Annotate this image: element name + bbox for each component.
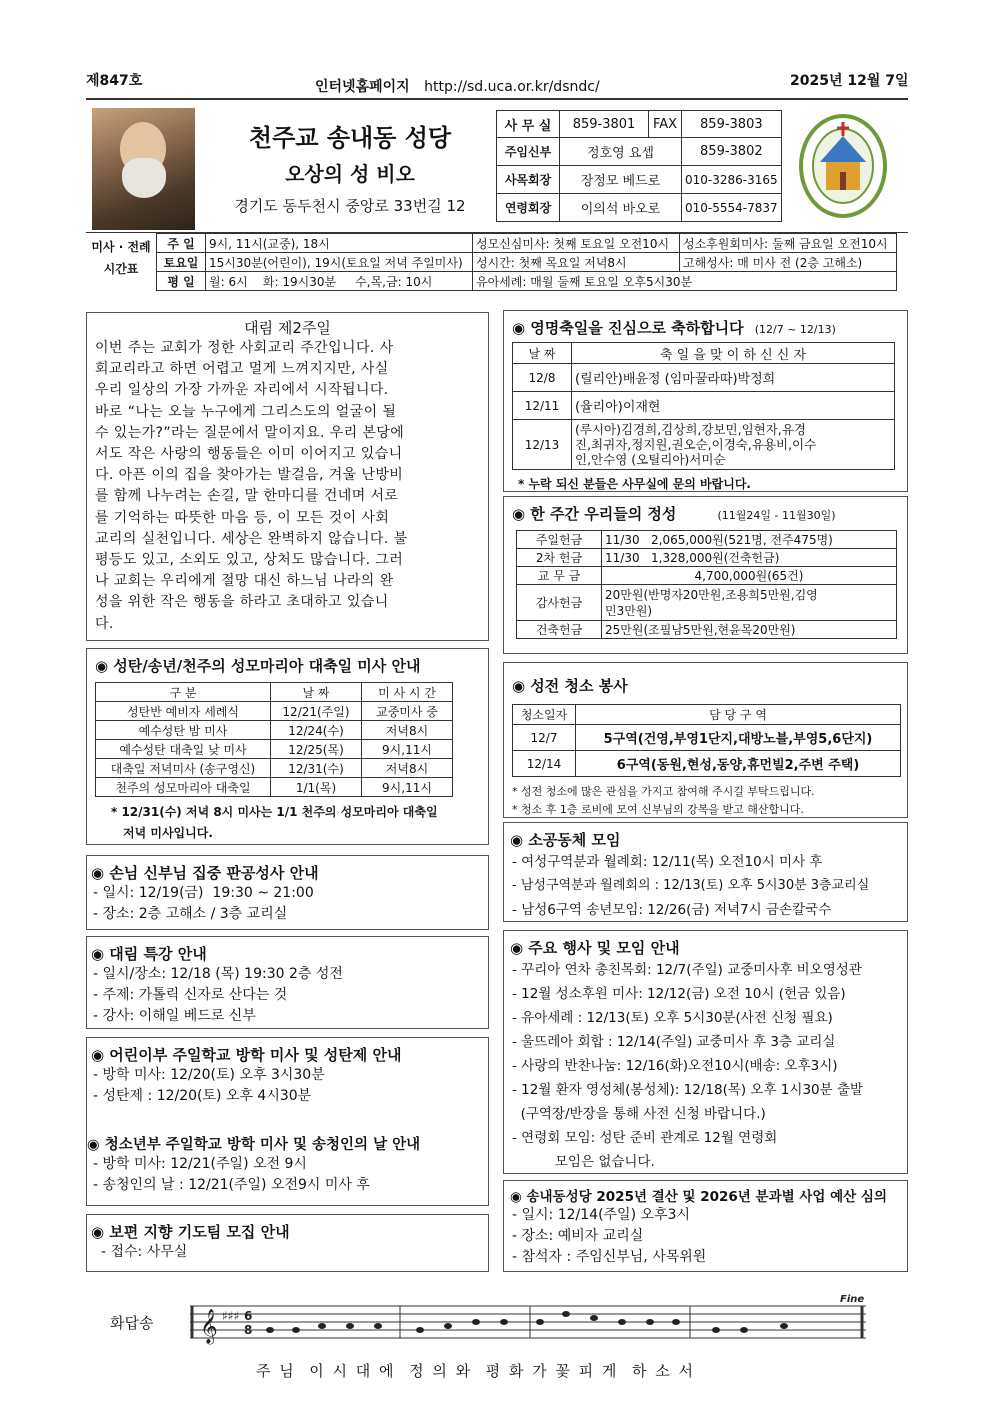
table-row — [517, 549, 897, 567]
reflection-line: 이번 주는 교회가 정한 사회교리 주간입니다. 사 — [95, 340, 394, 356]
reflection-title: 대림 제2주일 — [244, 319, 331, 337]
cell: 12/11 — [513, 392, 572, 420]
svg-text:6: 6 — [244, 1309, 253, 1323]
prayer-title: ◉ 보편 지향 기도팀 모집 안내 — [91, 1223, 290, 1241]
cell: 천주의 성모마리아 대축일 — [96, 778, 271, 797]
contact-cell: 859-3803 — [682, 111, 782, 138]
contact-row — [497, 166, 782, 194]
events-box — [503, 930, 908, 1174]
contact-cell: 010-5554-7837 — [682, 194, 782, 222]
contact-cell: 859-3801 — [560, 111, 649, 138]
cell: (율리아)이재현 — [572, 392, 895, 420]
feast-table — [512, 342, 895, 470]
cell: 교 무 금 — [517, 567, 602, 585]
confession-title: ◉ 손님 신부님 집중 판공성사 안내 — [91, 864, 319, 882]
cell: 주일헌금 — [517, 531, 602, 549]
mass-cell: 월: 6시 화: 19시30분 수,목,금: 10시 — [206, 272, 473, 291]
offering-box — [503, 496, 908, 654]
confession-line: - 일시: 12/19(금) 19:30 ~ 21:00 — [93, 885, 314, 901]
psalm-label: 화답송 — [110, 1314, 154, 1332]
mass-cell: 평 일 — [157, 272, 206, 291]
cell: 11/30 1,328,000원(건축헌금) — [602, 549, 897, 567]
patron-name: 오상의 성 비오 — [285, 162, 415, 186]
contact-cell: 주임신부 — [497, 138, 560, 166]
feast-range: (12/7 ~ 12/13) — [754, 323, 836, 336]
table-row — [96, 702, 453, 721]
feast-heading — [512, 317, 907, 338]
reflection-line: 서도 작은 사랑의 행동들은 이미 이어지고 있습니 — [95, 446, 403, 463]
parish-logo — [798, 114, 888, 218]
contact-cell: 사 무 실 — [497, 111, 560, 138]
homepage-url[interactable]: http://sd.uca.or.kr/dsndc/ — [424, 79, 600, 95]
mass-cell: 15시30분(어린이), 19시(토요일 저녁 주일미사) — [206, 253, 473, 272]
cell: 11/30 2,065,000원(521명, 전주475명) — [602, 531, 897, 549]
reflection-line: 성을 위한 작은 행동을 하라고 초대하고 있습니 — [95, 594, 389, 611]
smallgroup-title: ◉ 소공동체 모임 — [510, 831, 621, 849]
lecture-line: - 주제: 가톨릭 신자로 산다는 것 — [93, 987, 288, 1003]
reflection-line: 를 함께 나누려는 손길, 말 한마디를 건네며 서로 — [95, 488, 399, 505]
contact-cell: 859-3802 — [682, 138, 782, 166]
smallgroup-line: - 남성6구역 송년모임: 12/26(금) 저녁7시 금손칼국수 — [512, 902, 832, 918]
cell: 12/31(수) — [271, 759, 362, 778]
feast-header: 날 짜 — [513, 343, 572, 364]
contact-cell: 장정모 베드로 — [560, 166, 682, 194]
homepage — [315, 76, 600, 96]
cell: 12/7 — [513, 725, 576, 751]
svg-text:♯♯♯: ♯♯♯ — [222, 1309, 240, 1323]
table-row — [96, 778, 453, 797]
cell: (릴리안)배윤정 (임마꿀라따)박정희 — [572, 364, 895, 392]
christmas-header: 미 사 시 간 — [362, 683, 453, 702]
cell: 대축일 저녁미사 (송구영신) — [96, 759, 271, 778]
cell: 성탄반 예비자 세례식 — [96, 702, 271, 721]
cell: 12/25(목) — [271, 740, 362, 759]
events-line: - 울뜨레아 회합 : 12/14(주일) 교중미사 후 3층 교리실 — [512, 1034, 836, 1050]
reflection-line: 나 교회는 우리에게 절망 대신 하느님 나라의 완 — [95, 573, 394, 590]
offering-heading — [512, 503, 907, 524]
reflection-line: 평등도 있고, 소외도 있고, 상처도 많습니다. 그러 — [95, 552, 404, 569]
cell: 건축헌금 — [517, 621, 602, 639]
reflection-line: 수 있는가?”라는 질문에서 말이지요. 우리 본당에 — [95, 424, 405, 441]
cell: 12/8 — [513, 364, 572, 392]
children-line: - 성탄제 : 12/20(토) 오후 4시30분 — [93, 1088, 312, 1104]
cleaning-note: * 성전 청소에 많은 관심을 가지고 참여해 주시길 부탁드립니다. — [512, 785, 815, 798]
events-list — [512, 958, 907, 1174]
cell: 저녁8시 — [362, 759, 453, 778]
reflection-line: 교리의 실천입니다. 세상은 완벽하지 않습니다. 불 — [95, 530, 408, 547]
issue-number: 제847호 — [86, 73, 143, 89]
reflection-line: 우리 일상의 가장 가까운 자리에서 시작됩니다. — [95, 382, 389, 399]
reflection-box — [86, 312, 489, 641]
reflection-line: 를 기억하는 따뜻한 마음 등, 이 모든 것이 사회 — [95, 509, 390, 526]
reflection-body — [87, 338, 488, 635]
christmas-note: 저녁 미사입니다. — [123, 826, 213, 840]
parish-name: 천주교 송내동 성당 — [248, 124, 452, 152]
mass-cell: 주 일 — [157, 234, 206, 253]
budget-line: - 일시: 12/14(주일) 오후3시 — [512, 1207, 690, 1223]
cell: 12/13 — [513, 420, 572, 470]
table-row — [517, 531, 897, 549]
reflection-line: 다. 아픈 이의 집을 찾아가는 발걸음, 겨울 난방비 — [95, 467, 404, 484]
svg-text:𝄞: 𝄞 — [200, 1309, 218, 1344]
mass-cell: 성모신심미사: 첫째 토요일 오전10시 — [473, 234, 680, 253]
cell: 예수성탄 대축일 낮 미사 — [96, 740, 271, 759]
table-row — [517, 567, 897, 585]
table-row — [517, 585, 897, 621]
contact-row — [497, 138, 782, 166]
cleaning-header: 청소일자 — [513, 705, 576, 725]
table-row — [96, 740, 453, 759]
contact-row — [497, 111, 782, 138]
children-line: - 방학 미사: 12/20(토) 오후 3시30분 — [93, 1067, 325, 1083]
table-row — [513, 725, 901, 751]
christmas-header: 구 분 — [96, 683, 271, 702]
cell: 1/1(목) — [271, 778, 362, 797]
cell: 4,700,000원(65건) — [602, 567, 897, 585]
cell: 6구역(동원,현성,동양,휴먼빌2,주변 주택) — [576, 751, 901, 777]
table-row — [513, 364, 895, 392]
budget-title: ◉ 송내동성당 2025년 결산 및 2026년 분과별 사업 예산 심의 — [510, 1189, 888, 1205]
budget-box — [503, 1180, 908, 1272]
cell: 9시,11시 — [362, 778, 453, 797]
cell: 예수성탄 밤 미사 — [96, 721, 271, 740]
cell: 12/24(수) — [271, 721, 362, 740]
mass-cell: 유아세례: 매월 둘째 토요일 오후5시30분 — [473, 272, 897, 291]
events-line: - 유아세례 : 12/13(토) 오후 5시30분(사전 신청 필요) — [512, 1010, 833, 1026]
mass-row — [157, 272, 897, 291]
confession-box — [86, 855, 489, 930]
header-rule — [86, 98, 908, 100]
cell: 감사헌금 — [517, 585, 602, 621]
feast-title: ◉ 영명축일을 진심으로 축하합니다 — [512, 319, 744, 337]
cleaning-header: 담 당 구 역 — [576, 705, 901, 725]
youth-line: - 송청인의 날 : 12/21(주일) 오전9시 미사 후 — [93, 1177, 370, 1193]
contact-cell: 연령회장 — [497, 194, 560, 222]
mass-schedule-label: 미사 · 전례 시간표 — [91, 240, 151, 276]
contact-cell: 사목회장 — [497, 166, 560, 194]
mass-table — [156, 233, 897, 291]
lecture-box — [86, 936, 489, 1029]
cleaning-table — [512, 704, 901, 777]
smallgroup-line: - 남성구역분과 월례회의 : 12/13(토) 오후 5시30분 3층교리실 — [512, 878, 870, 893]
contact-table — [496, 110, 782, 222]
cell: 25만원(조필남5만원,현윤목20만원) — [602, 621, 897, 639]
table-row — [96, 721, 453, 740]
reflection-line: 다. — [95, 615, 114, 632]
children-title: ◉ 어린이부 주일학교 방학 미사 및 성탄제 안내 — [91, 1046, 402, 1064]
patron-portrait-image — [92, 108, 195, 230]
prayer-team-box — [86, 1214, 489, 1272]
contact-cell: 010-3286-3165 — [682, 166, 782, 194]
svg-text:8: 8 — [244, 1323, 253, 1337]
contact-row — [497, 194, 782, 222]
mass-cell: 고해성사: 매 미사 전 (2층 고해소) — [680, 253, 897, 272]
confession-line: - 장소: 2층 고해소 / 3층 교리실 — [93, 906, 288, 922]
cleaning-note: * 청소 후 1층 로비에 모여 신부님의 강복을 받고 해산합니다. — [512, 803, 804, 816]
parish-address: 경기도 동두천시 중앙로 33번길 12 — [234, 197, 466, 215]
events-line: (구역장/반장을 통해 사전 신청 바랍니다.) — [512, 1106, 766, 1122]
reflection-line: 회교리라고 하면 어렵고 멀게 느껴지지만, 사실 — [95, 361, 389, 378]
lecture-line: - 강사: 이해일 베드로 신부 — [93, 1008, 256, 1024]
cell: 9시,11시 — [362, 740, 453, 759]
events-line: - 12월 성소후원 미사: 12/12(금) 오전 10시 (헌금 있음) — [512, 986, 846, 1002]
offering-title: ◉ 한 주간 우리들의 정성 — [512, 505, 677, 523]
contact-cell: 정호영 요셉 — [560, 138, 682, 166]
contact-cell: FAX — [649, 111, 682, 138]
christmas-mass-box — [86, 648, 489, 845]
mass-cell: 토요일 — [157, 253, 206, 272]
budget-line: - 장소: 예비자 교리실 — [512, 1228, 644, 1244]
contact-cell: 이의석 바오로 — [560, 194, 682, 222]
mass-cell: 9시, 11시(교중), 18시 — [206, 234, 473, 253]
cell: 2차 헌금 — [517, 549, 602, 567]
psalm-staff — [190, 1294, 870, 1350]
feast-header: 축 일 을 맞 이 하 신 신 자 — [572, 343, 895, 364]
youth-line: - 방학 미사: 12/21(주일) 오전 9시 — [93, 1156, 307, 1172]
psalm-fine: Fine — [840, 1294, 865, 1305]
sunday-school-box — [86, 1037, 489, 1206]
reflection-line: 바로 “나는 오늘 누구에게 그리스도의 얼굴이 될 — [95, 403, 397, 420]
events-line: - 사랑의 반찬나눔: 12/16(화)오전10시(배송: 오후3시) — [512, 1058, 838, 1074]
prayer-line: - 접수: 사무실 — [101, 1244, 188, 1260]
mass-cell: 성소후원회미사: 둘째 금요일 오전10시 — [680, 234, 897, 253]
smallgroup-line: - 여성구역분과 월례회: 12/11(목) 오전10시 미사 후 — [512, 854, 823, 870]
table-row — [96, 759, 453, 778]
psalm-lyrics: 주 님 이 시 대 에 정 의 와 평 화 가 꽃 피 게 하 소 서 — [256, 1362, 695, 1380]
events-line: - 연령회 모임: 성탄 준비 관계로 12월 연령회 — [512, 1130, 778, 1146]
budget-line: - 참석자 : 주임신부님, 사목위원 — [512, 1249, 707, 1265]
lecture-title: ◉ 대림 특강 안내 — [91, 945, 207, 963]
mass-cell: 성시간: 첫째 목요일 저녁8시 — [473, 253, 680, 272]
cleaning-box — [503, 662, 908, 818]
lecture-line: - 일시/장소: 12/18 (목) 19:30 2층 성전 — [93, 966, 343, 982]
cell: 5구역(건영,부영1단지,대방노블,부영5,6단지) — [576, 725, 901, 751]
cell: 교중미사 중 — [362, 702, 453, 721]
homepage-label: 인터넷홈페이지 — [315, 79, 410, 95]
cell: (루시아)김경희,김상희,강보민,임현자,유경 진,최귀자,정지원,권오순,이경숙,유용비,이수 인,안수영 (오틸리아)서미순 — [572, 420, 895, 470]
table-row — [513, 751, 901, 777]
events-line: - 꾸리아 연차 총친목회: 12/7(주일) 교중미사후 비오영성관 — [512, 962, 862, 978]
mass-row — [157, 234, 897, 253]
table-row — [517, 621, 897, 639]
feast-box — [503, 310, 908, 492]
cell: 12/21(주일) — [271, 702, 362, 721]
youth-title: ◉ 청소년부 주일학교 방학 미사 및 송청인의 날 안내 — [87, 1137, 421, 1153]
offering-table — [516, 530, 897, 639]
events-title: ◉ 주요 행사 및 모임 안내 — [510, 939, 680, 957]
christmas-title: ◉ 성탄/송년/천주의 성모마리아 대축일 미사 안내 — [95, 657, 421, 675]
cell: 12/14 — [513, 751, 576, 777]
christmas-table — [95, 682, 453, 797]
events-line: 모임은 없습니다. — [512, 1154, 655, 1170]
feast-note: * 누락 되신 분들은 사무실에 문의 바랍니다. — [518, 477, 751, 491]
offering-range: (11월24일 - 11월30일) — [717, 509, 836, 522]
events-line: - 12월 환자 영성체(봉성체): 12/18(목) 오후 1시30분 출발 — [512, 1082, 864, 1098]
small-group-box — [503, 822, 908, 922]
cell: 저녁8시 — [362, 721, 453, 740]
cleaning-title: ◉ 성전 청소 봉사 — [512, 677, 628, 695]
table-row — [513, 420, 895, 470]
cell: 20만원(반명자20만원,조용희5만원,김영 민3만원) — [602, 585, 897, 621]
table-row — [513, 392, 895, 420]
issue-date: 2025년 12월 7일 — [790, 73, 909, 89]
christmas-header: 날 짜 — [271, 683, 362, 702]
mass-row — [157, 253, 897, 272]
christmas-note: * 12/31(수) 저녁 8시 미사는 1/1 천주의 성모마리아 대축일 — [111, 805, 438, 819]
